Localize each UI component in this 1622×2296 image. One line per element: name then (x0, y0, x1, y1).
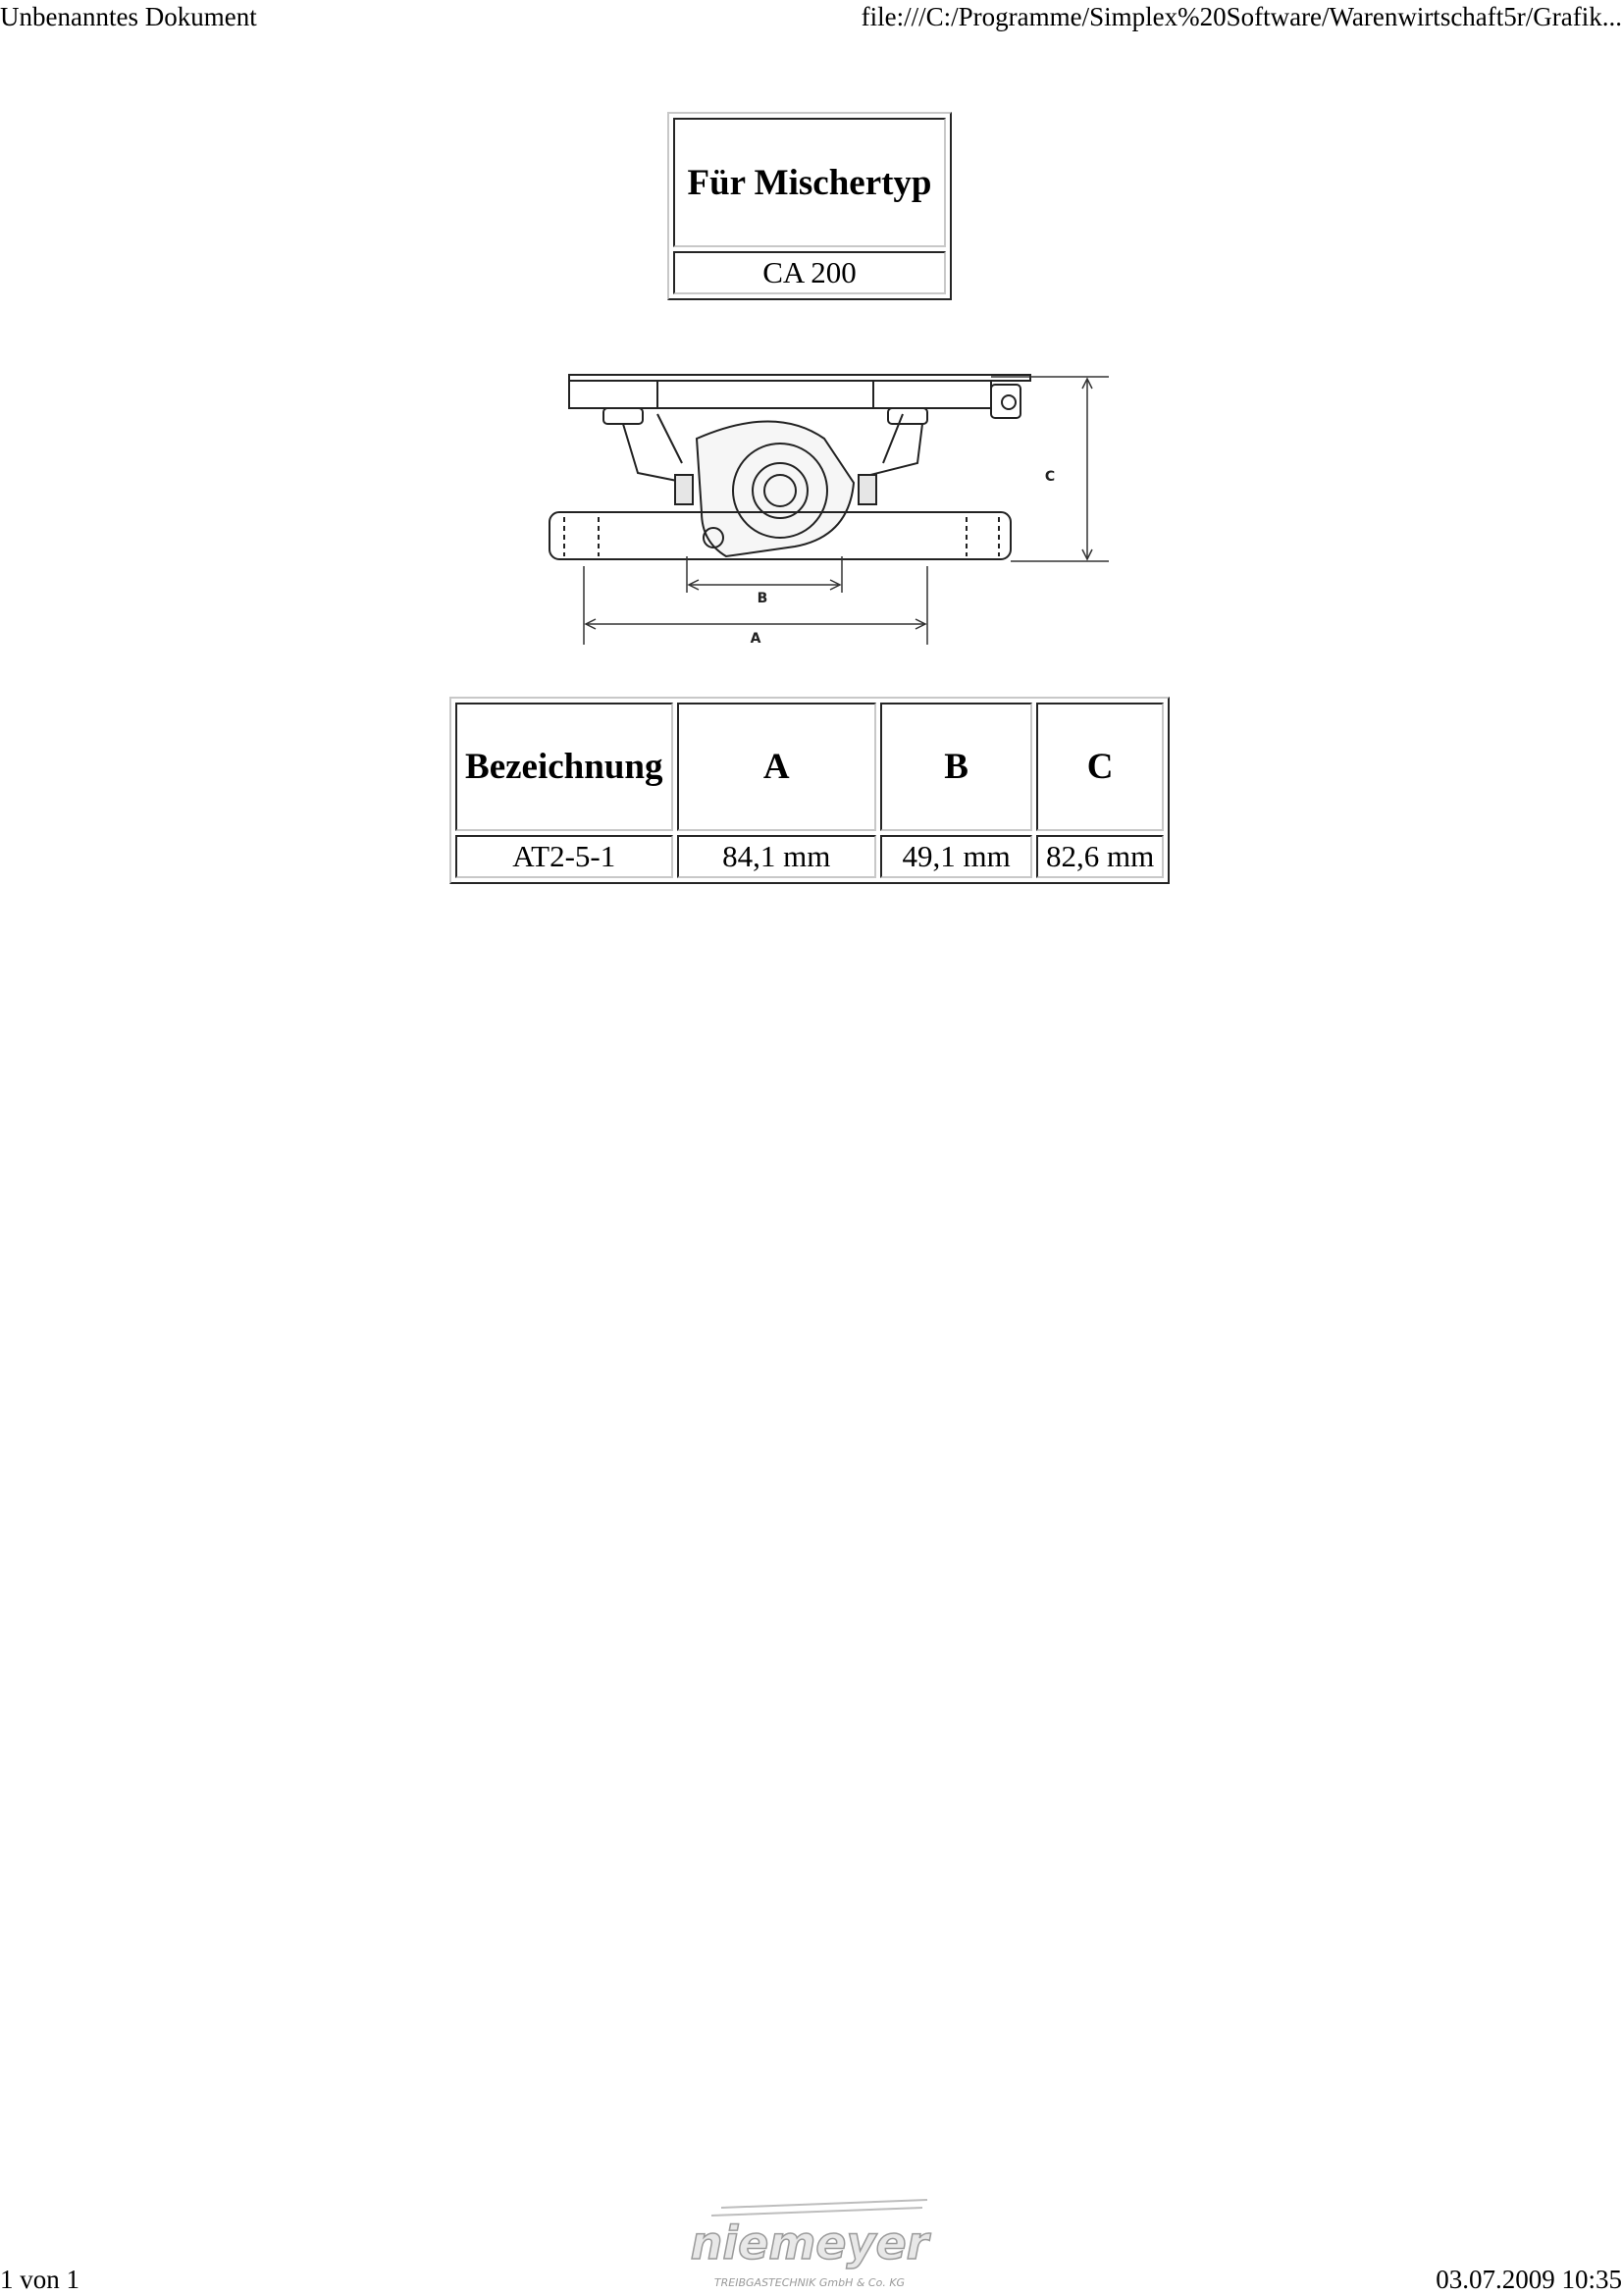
niemeyer-logo (682, 2194, 937, 2292)
cell-bezeichnung: AT2-5-1 (455, 835, 673, 878)
cell-a: 84,1 mm (677, 835, 877, 878)
cell-b: 49,1 mm (880, 835, 1032, 878)
table-row (455, 835, 1164, 878)
page-number: 1 von 1 (0, 2265, 79, 2294)
dimensions-table (449, 697, 1170, 884)
technical-drawing (530, 365, 1119, 655)
table-header-row (455, 703, 1164, 831)
column-header-c: C (1036, 703, 1164, 831)
mixer-type-heading: Für Mischertyp (673, 118, 946, 247)
dimension-label-a: A (750, 631, 761, 647)
column-header-a: A (677, 703, 877, 831)
print-timestamp: 03.07.2009 10:35 (1436, 2265, 1622, 2294)
logo-wordmark: niemeyer (690, 2217, 929, 2270)
dimension-label-c: C (1044, 469, 1056, 485)
document-title: Unbenanntes Dokument (0, 2, 257, 31)
logo-subtitle: TREIBGASTECHNIK GmbH & Co. KG (713, 2276, 906, 2289)
dimension-label-b: B (757, 591, 768, 606)
cell-c: 82,6 mm (1036, 835, 1164, 878)
document-url: file:///C:/Programme/Simplex%20Software/Warenwirtschaft5r/Grafik... (861, 2, 1622, 31)
column-header-b: B (880, 703, 1032, 831)
mixer-type-table (667, 112, 952, 300)
column-header-bezeichnung: Bezeichnung (455, 703, 673, 831)
mixer-type-value: CA 200 (673, 251, 946, 294)
